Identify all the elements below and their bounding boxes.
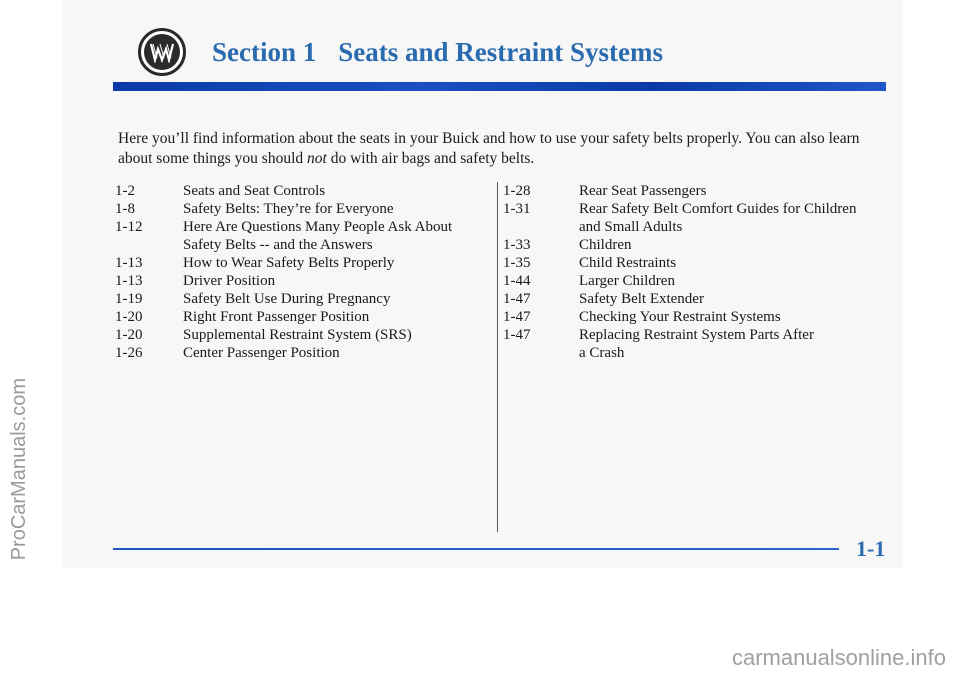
toc-entry-title: How to Wear Safety Belts Properly xyxy=(183,255,395,271)
page-title xyxy=(212,37,663,68)
toc-page-number: 1-28 xyxy=(503,183,531,199)
toc-entry-title: Checking Your Restraint Systems xyxy=(579,309,781,325)
toc-entry xyxy=(115,326,485,344)
toc-entry xyxy=(115,236,485,254)
toc-entry xyxy=(115,290,485,308)
toc-entry xyxy=(503,290,893,308)
toc-left-column xyxy=(115,182,485,362)
toc-entry-title: Children xyxy=(579,237,632,253)
toc-entry-title: Safety Belts: They’re for Everyone xyxy=(183,201,394,217)
toc-page-number: 1-20 xyxy=(115,327,143,343)
toc-page-number xyxy=(503,218,579,236)
toc-entry-title: Rear Seat Passengers xyxy=(579,183,707,199)
toc-entry-title: Child Restraints xyxy=(579,255,677,271)
footer-rule xyxy=(113,548,839,550)
toc-page-number: 1-31 xyxy=(503,201,531,217)
section-number: Section 1 xyxy=(212,36,317,67)
toc-entry-title: Rear Safety Belt Comfort Guides for Children xyxy=(579,201,857,217)
toc-entry xyxy=(503,272,893,290)
toc-entry xyxy=(503,200,893,218)
toc-entry xyxy=(115,272,485,290)
toc-page-number xyxy=(115,236,183,254)
toc-entry xyxy=(503,254,893,272)
toc-entry-title: Replacing Restraint System Parts After xyxy=(579,327,814,343)
toc-entry-title: a Crash xyxy=(579,345,625,361)
toc-page-number: 1-44 xyxy=(503,273,531,289)
toc-page-number: 1-47 xyxy=(503,291,531,307)
section-title: Seats and Restraint Systems xyxy=(338,36,664,67)
toc-entry xyxy=(503,182,893,200)
toc-entry xyxy=(503,344,893,362)
toc-entry xyxy=(115,182,485,200)
header-rule xyxy=(113,82,886,91)
toc-entry-title: Center Passenger Position xyxy=(183,345,340,361)
toc-entry-title: Safety Belt Extender xyxy=(579,291,704,307)
toc-page-number: 1-12 xyxy=(115,219,143,235)
toc-entry-title: Safety Belt Use During Pregnancy xyxy=(183,291,391,307)
toc-page-number: 1-13 xyxy=(115,255,143,271)
toc-entry-title: Supplemental Restraint System (SRS) xyxy=(183,327,412,343)
watermark-side: ProCarManuals.com xyxy=(8,378,30,561)
toc-entry xyxy=(503,308,893,326)
toc-entry xyxy=(115,344,485,362)
page-number: 1-1 xyxy=(856,536,886,561)
toc-page-number: 1-19 xyxy=(115,291,143,307)
toc-entry-title: Seats and Seat Controls xyxy=(183,183,326,199)
toc-entry xyxy=(503,236,893,254)
toc-page-number: 1-26 xyxy=(115,345,143,361)
toc-entry xyxy=(503,218,893,236)
toc-entry xyxy=(503,326,893,344)
toc-page-number: 1-8 xyxy=(115,201,135,217)
toc-page-number: 1-35 xyxy=(503,255,531,271)
toc-entry xyxy=(115,308,485,326)
toc-page-number: 1-33 xyxy=(503,237,531,253)
section-header xyxy=(138,24,663,80)
column-divider xyxy=(497,182,498,532)
toc-entry xyxy=(115,218,485,236)
toc-entry xyxy=(115,254,485,272)
buick-emblem-icon xyxy=(138,28,186,76)
toc-page-number: 1-47 xyxy=(503,327,531,343)
watermark-bottom: carmanualsonline.info xyxy=(731,645,946,670)
toc-page-number: 1-47 xyxy=(503,309,531,325)
toc-entry-title: Safety Belts -- and the Answers xyxy=(183,237,373,253)
toc-page-number xyxy=(503,344,579,362)
toc-right-column xyxy=(503,182,893,362)
intro-paragraph: Here you’ll find information about the seats in your Buick and how to use your safety belts properly. You can also learn about some things you should not do with air bags and safety belts. xyxy=(118,130,860,167)
toc-entry-title: Here Are Questions Many People Ask About xyxy=(183,219,453,235)
toc-page-number: 1-13 xyxy=(115,273,143,289)
toc-entry xyxy=(115,200,485,218)
toc-page-number: 1-2 xyxy=(115,183,135,199)
toc-page-number: 1-20 xyxy=(115,309,143,325)
toc-entry-title: Larger Children xyxy=(579,273,675,289)
toc-entry-title: and Small Adults xyxy=(579,219,683,235)
toc-entry-title: Driver Position xyxy=(183,273,276,289)
toc-entry-title: Right Front Passenger Position xyxy=(183,309,370,325)
